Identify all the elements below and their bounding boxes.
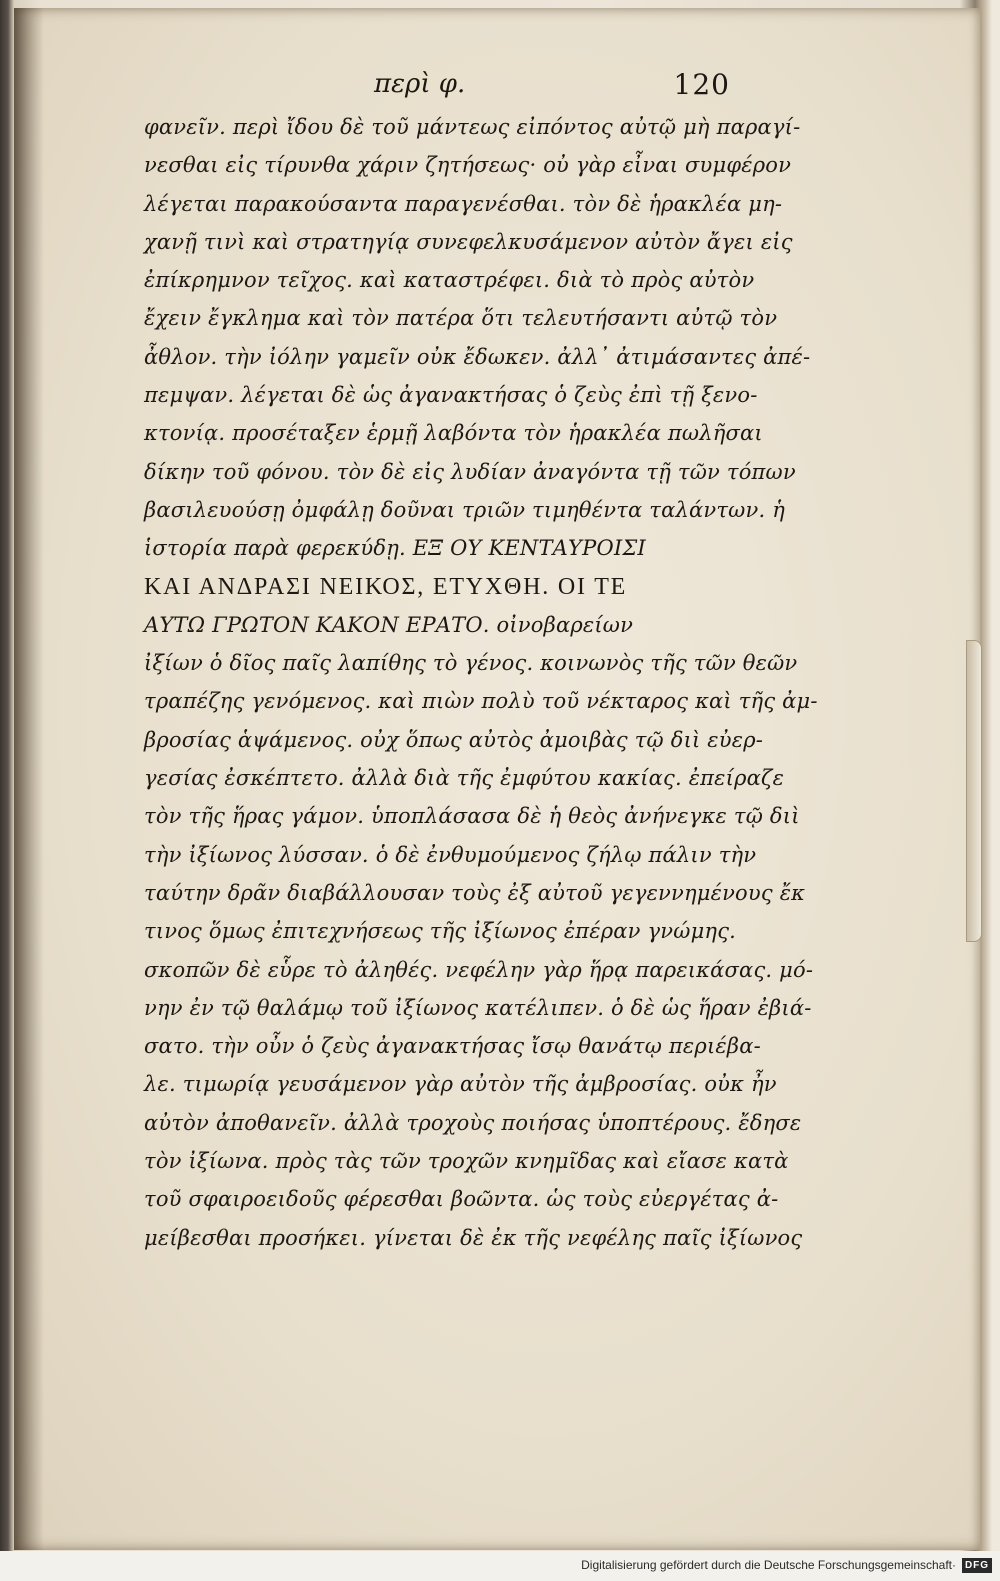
text-line: βασιλευούσῃ ὀμφάλῃ δοῦναι τριῶν τιμηθέντα ταλάντων. ἡ [144, 497, 785, 522]
spine-shadow [14, 8, 44, 1550]
text-line: ταύτην δρᾶν διαβάλλουσαν τοὺς ἐξ αὐτοῦ γεγεννημένους ἔκ [144, 880, 806, 905]
running-title: περὶ φ. [374, 69, 466, 99]
text-line: λε. τιμωρίᾳ γευσάμενον γὰρ αὐτὸν τῆς ἀμβροσίας. οὐκ ἦν [144, 1072, 777, 1097]
book-page [14, 8, 982, 1550]
page-clip [966, 640, 982, 942]
text-line: σατο. τὴν οὖν ὁ ζεὺς ἀγανακτήσας ἴσῳ θανάτῳ περιέβα- [144, 1034, 761, 1059]
text-line: τὸν ἰξίωνα. πρὸς τὰς τῶν τροχῶν κνημῖδας καὶ εἴασε κατὰ [144, 1149, 789, 1174]
text-line: βροσίας ἁψάμενος. οὐχ ὅπως αὐτὸς ἀμοιβὰς τῷ διὶ εὐερ- [144, 727, 764, 752]
text-line: δίκην τοῦ φόνου. τὸν δὲ εἰς λυδίαν ἀναγόντα τῇ τῶν τόπων [144, 459, 796, 484]
page-number: 120 [673, 67, 730, 101]
text-line: χανῇ τινὶ καὶ στρατηγίᾳ συνεφελκυσάμενον αὐτὸν ἄγει εἰς [144, 229, 793, 254]
text-line: τοῦ σφαιροειδοῦς φέρεσθαι βοῶντα. ὡς τοὺς εὐεργέτας ἀ- [144, 1187, 779, 1212]
text-line: φανεῖν. περὶ ἴδου δὲ τοῦ μάντεως εἰπόντος αὐτῷ μὴ παραγί- [144, 115, 801, 139]
text-line: γεσίας ἐσκέπτετο. ἀλλὰ διὰ τῆς ἐμφύτου κακίας. ἐπείραζε [144, 766, 785, 791]
text-line: ἱστορία παρὰ φερεκύδῃ. ΕΞ ΟΥ ΚΕΝΤΑΥΡΟΙΣΙ [144, 536, 646, 561]
text-line: ἰξίων ὁ δῖος παῖς λαπίθης τὸ γένος. κοινωνὸς τῆς τῶν θεῶν [144, 651, 798, 676]
text-line: πεμψαν. λέγεται δὲ ὡς ἀγανακτήσας ὁ ζεὺς ἐπὶ τῇ ξενο- [144, 383, 758, 408]
text-line: τὴν ἰξίωνος λύσσαν. ὁ δὲ ἐνθυμούμενος ζήλῳ πάλιν τὴν [144, 842, 757, 867]
text-line: κτονίᾳ. προσέταξεν ἑρμῇ λαβόντα τὸν ἡρακλέα πωλῆσαι [144, 421, 763, 446]
text-line: ΚΑΙ ΑΝΔΡΑΣΙ ΝΕΙΚΟΣ, ΕΤΥΧΘΗ. ΟΙ ΤΕ [144, 573, 628, 600]
funding-credit: Digitalisierung gefördert durch die Deutsche Forschungsgemeinschaft· [581, 1558, 956, 1572]
text-line: νην ἐν τῷ θαλάμῳ τοῦ ἰξίωνος κατέλιπεν. ὁ δὲ ὡς ἥραν ἐβιά- [144, 995, 812, 1020]
footer-bar [0, 1551, 1000, 1581]
text-line: ἔχειν ἔγκλημα καὶ τὸν πατέρα ὅτι τελευτήσαντι αὐτῷ τὸν [144, 306, 778, 331]
text-line: τινος ὅμως ἐπιτεχνήσεως τῆς ἰξίωνος ἐπέραν γνώμης. [144, 919, 737, 944]
dfg-logo: DFG [962, 1558, 992, 1573]
text-line: ἐπίκρημνον τεῖχος. καὶ καταστρέφει. διὰ τὸ πρὸς αὐτὸν [144, 268, 755, 293]
text-line: ἆθλον. τὴν ἰόλην γαμεῖν οὐκ ἔδωκεν. ἀλλ᾿ ἀτιμάσαντες ἀπέ- [144, 344, 811, 369]
text-line: λέγεται παρακούσαντα παραγενέσθαι. τὸν δὲ ἡρακλέα μη- [144, 191, 783, 216]
text-line: νεσθαι εἰς τίρυνθα χάριν ζητήσεως· οὐ γὰρ εἶναι συμφέρον [144, 153, 792, 178]
text-line: σκοπῶν δὲ εὗρε τὸ ἀληθές. νεφέλην γὰρ ἥρᾳ παρεικάσας. μό- [144, 957, 814, 982]
text-body [144, 108, 834, 1257]
text-line: αὐτὸν ἀποθανεῖν. ἀλλὰ τροχοὺς ποιήσας ὑποπτέρους. ἔδησε [144, 1110, 802, 1135]
text-line: μείβεσθαι προσήκει. γίνεται δὲ ἐκ τῆς νεφέλης παῖς ἰξίωνος [144, 1225, 803, 1250]
page-header [374, 68, 730, 100]
text-line: ΑΥΤΩ ΓΡΩΤΟΝ ΚΑΚΟΝ ΕΡΑΤΟ. οἰνοβαρείων [144, 612, 634, 637]
text-line: τὸν τῆς ἥρας γάμον. ὑποπλάσασα δὲ ἡ θεὸς ἀνήνεγκε τῷ διὶ [144, 804, 800, 829]
text-line: τραπέζης γενόμενος. καὶ πιὼν πολὺ τοῦ νέκταρος καὶ τῆς ἀμ- [144, 689, 818, 714]
